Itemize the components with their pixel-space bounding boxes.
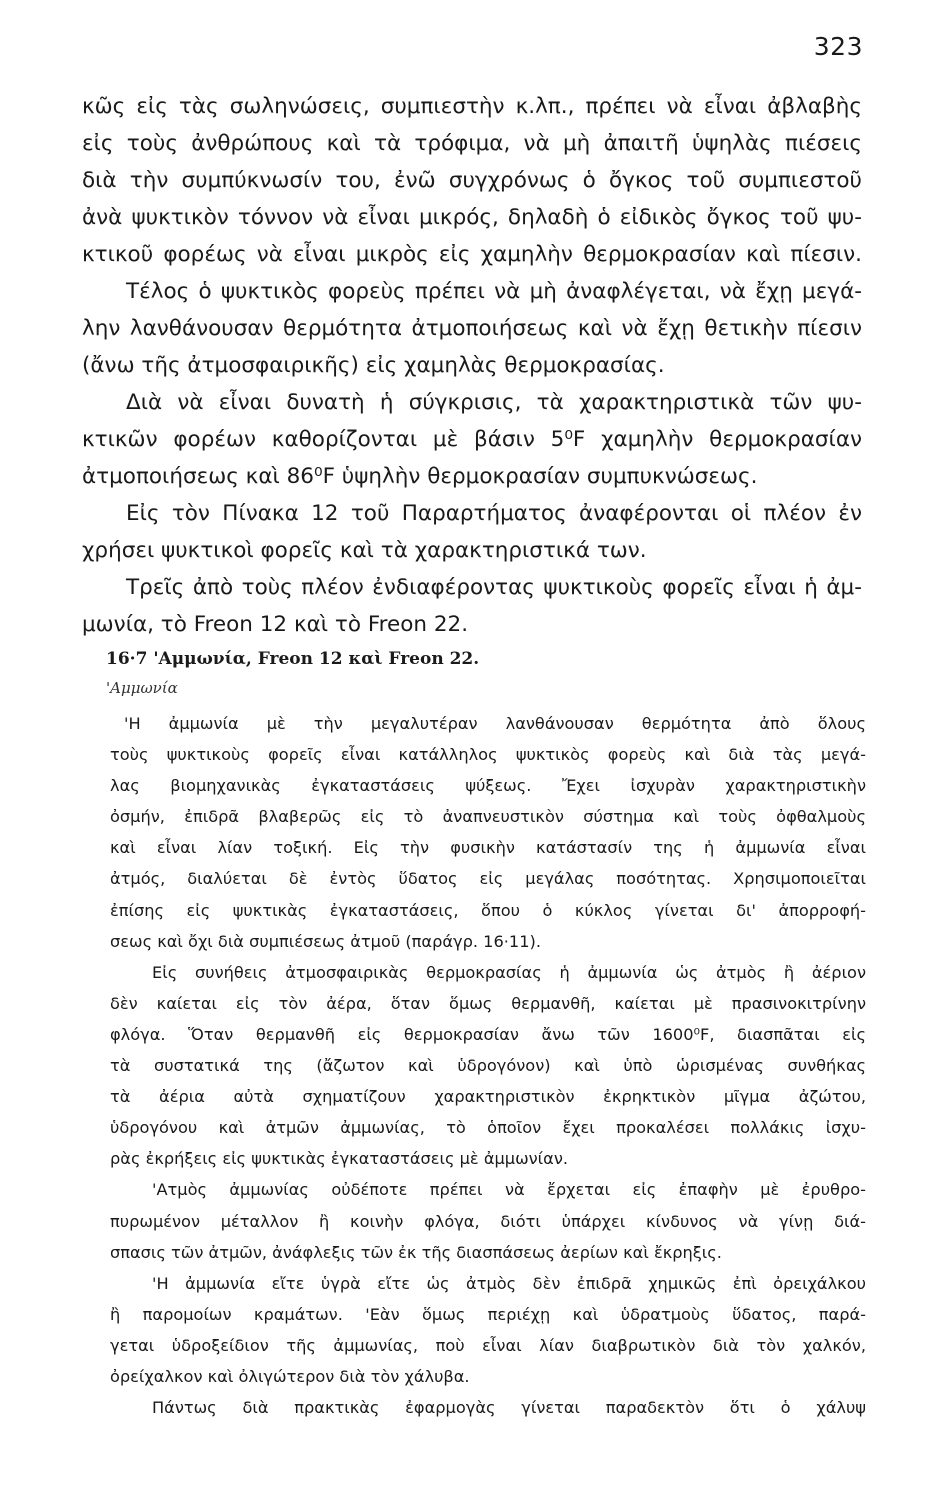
text-line: Πάντως διὰ πρακτικὰς ἐφαρμογὰς γίνεται παραδεκτὸν ὅτι ὁ χάλυψ (152, 1398, 866, 1418)
text-line: τὰ ἀέρια αὐτὰ σχηματίζουν χαρακτηριστικὸν ἐκρηκτικὸν μῖγμα ἀζώτου, (110, 1087, 866, 1107)
text-line: ρὰς ἐκρήξεις εἰς ψυκτικὰς ἐγκαταστάσεις μὲ ἀμμωνίαν. (110, 1149, 569, 1169)
text-line: (ἄνω τῆς ἀτμοσφαιρικῆς) εἰς χαμηλὰς θερμοκρασίας. (82, 353, 665, 378)
text-line: πυρωμένον μέταλλον ἢ κοινὴν φλόγα, διότι ὑπάρχει κίνδυνος νὰ γίνῃ διά- (110, 1211, 866, 1231)
text-line: ὀρείχαλκον καὶ ὀλιγώτερον διὰ τὸν χάλυβα. (110, 1366, 470, 1386)
text-line: σεως καὶ ὄχι διὰ συμπιέσεως ἀτμοῦ (παράγρ. 16·11). (110, 931, 541, 951)
page-number: 323 (813, 32, 863, 61)
text-line: ὀσμήν, ἐπιδρᾶ βλαβερῶς εἰς τὸ ἀναπνευστικὸν σύστημα καὶ τοὺς ὀφθαλμοὺς (110, 807, 866, 827)
text-line: χρήσει ψυκτικοὶ φορεῖς καὶ τὰ χαρακτηριστικά των. (82, 538, 647, 563)
text-line: λην λανθάνουσαν θερμότητα ἀτμοποιήσεως καὶ νὰ ἔχῃ θετικὴν πίεσιν (82, 316, 862, 341)
section-subheading: 'Αμμωνία (106, 679, 178, 697)
text-line: 'Η ἀμμωνία μὲ τὴν μεγαλυτέραν λανθάνουσαν θερμότητα ἀπὸ ὅλους (124, 714, 866, 733)
text-line: μωνία, τὸ Freon 12 καὶ τὸ Freon 22. (82, 612, 469, 637)
text-line: ἀτμός, διαλύεται δὲ ἐντὸς ὕδατος εἰς μεγάλας ποσότητας. Χρησιμοποιεῖται (110, 869, 866, 889)
text-line: Διὰ νὰ εἶναι δυνατὴ ἡ σύγκρισις, τὰ χαρακτηριστικὰ τῶν ψυ- (126, 390, 862, 415)
text-line: κτικῶν φορέων καθορίζονται μὲ βάσιν 5⁰F χαμηλὴν θερμοκρασίαν (82, 427, 862, 452)
text-line: Εἰς τὸν Πίνακα 12 τοῦ Παραρτήματος ἀναφέρονται οἱ πλέον ἐν (126, 501, 862, 526)
text-line: γεται ὑδροξείδιον τῆς ἀμμωνίας, ποὺ εἶναι λίαν διαβρωτικὸν διὰ τὸν χαλκόν, (110, 1335, 866, 1355)
text-line: κτικοῦ φορέως νὰ εἶναι μικρὸς εἰς χαμηλὴν θερμοκρασίαν καὶ πίεσιν. (82, 242, 862, 267)
body-text-top (82, 88, 862, 643)
text-line: λας βιομηχανικὰς ἐγκαταστάσεις ψύξεως. Ἔχει ἰσχυρὰν χαρακτηριστικὴν (110, 776, 866, 796)
text-line: ἀνὰ ψυκτικὸν τόννον νὰ εἶναι μικρός, δηλαδὴ ὁ εἰδικὸς ὄγκος τοῦ ψυ- (82, 205, 862, 230)
text-line: 'Ατμὸς ἀμμωνίας οὐδέποτε πρέπει νὰ ἔρχεται εἰς ἐπαφὴν μὲ ἐρυθρο- (152, 1180, 866, 1200)
text-line: Τρεῖς ἀπὸ τοὺς πλέον ἐνδιαφέροντας ψυκτικοὺς φορεῖς εἶναι ἡ ἀμ- (126, 575, 862, 600)
text-line: δὲν καίεται εἰς τὸν ἀέρα, ὅταν ὅμως θερμανθῆ, καίεται μὲ πρασινοκιτρίνην (110, 993, 866, 1013)
text-line: τοὺς ψυκτικοὺς φορεῖς εἶναι κατάλληλος ψυκτικὸς φορεὺς καὶ διὰ τὰς μεγά- (110, 745, 866, 765)
text-line: ἀτμοποιήσεως καὶ 86⁰F ὑψηλὴν θερμοκρασίαν συμπυκνώσεως. (82, 464, 758, 489)
text-line: ἢ παρομοίων κραμάτων. 'Εὰν ὅμως περιέχῃ καὶ ὑδρατμοὺς ὕδατος, παρά- (110, 1304, 866, 1324)
text-line: φλόγα. Ὅταν θερμανθῆ εἰς θερμοκρασίαν ἄνω τῶν 1600⁰F, διασπᾶται εἰς (110, 1024, 866, 1044)
text-line: κῶς εἰς τὰς σωληνώσεις, συμπιεστὴν κ.λπ., πρέπει νὰ εἶναι ἀβλαβὴς (82, 94, 862, 119)
text-line: σπασις τῶν ἀτμῶν, ἀνάφλεξις τῶν ἐκ τῆς διασπάσεως ἀερίων καὶ ἔκρηξις. (110, 1242, 722, 1262)
text-line: ὑδρογόνου καὶ ἀτμῶν ἀμμωνίας, τὸ ὁποῖον ἔχει προκαλέσει πολλάκις ἰσχυ- (110, 1118, 866, 1138)
section-heading: 16·7 'Αμμωνία, Freon 12 καὶ Freon 22. (106, 649, 480, 669)
text-line: εἰς τοὺς ἀνθρώπους καὶ τὰ τρόφιμα, νὰ μὴ ἀπαιτῆ ὑψηλὰς πιέσεις (82, 131, 862, 156)
text-line: Εἰς συνήθεις ἀτμοσφαιρικὰς θερμοκρασίας ἡ ἀμμωνία ὡς ἀτμὸς ἢ ἀέριον (152, 962, 866, 982)
text-line: καὶ εἶναι λίαν τοξική. Εἰς τὴν φυσικὴν κατάστασίν της ἡ ἀμμωνία εἶναι (110, 838, 866, 858)
text-line: τὰ συστατικά της (ἄζωτον καὶ ὑδρογόνον) καὶ ὑπὸ ὡρισμένας συνθήκας (110, 1056, 866, 1076)
text-line: 'Η ἀμμωνία εἴτε ὑγρὰ εἴτε ὡς ἀτμὸς δὲν ἐπιδρᾶ χημικῶς ἐπὶ ὀρειχάλκου (152, 1273, 866, 1293)
text-line: διὰ τὴν συμπύκνωσίν του, ἐνῶ συγχρόνως ὁ ὄγκος τοῦ συμπιεστοῦ (82, 168, 862, 193)
text-line: ἐπίσης εἰς ψυκτικὰς ἐγκαταστάσεις, ὅπου ὁ κύκλος γίνεται δι' ἀπορροφή- (110, 900, 866, 920)
text-line: Τέλος ὁ ψυκτικὸς φορεὺς πρέπει νὰ μὴ ἀναφλέγεται, νὰ ἔχῃ μεγά- (126, 279, 862, 304)
section-heading-block (106, 644, 866, 702)
body-text-small (110, 708, 866, 1423)
